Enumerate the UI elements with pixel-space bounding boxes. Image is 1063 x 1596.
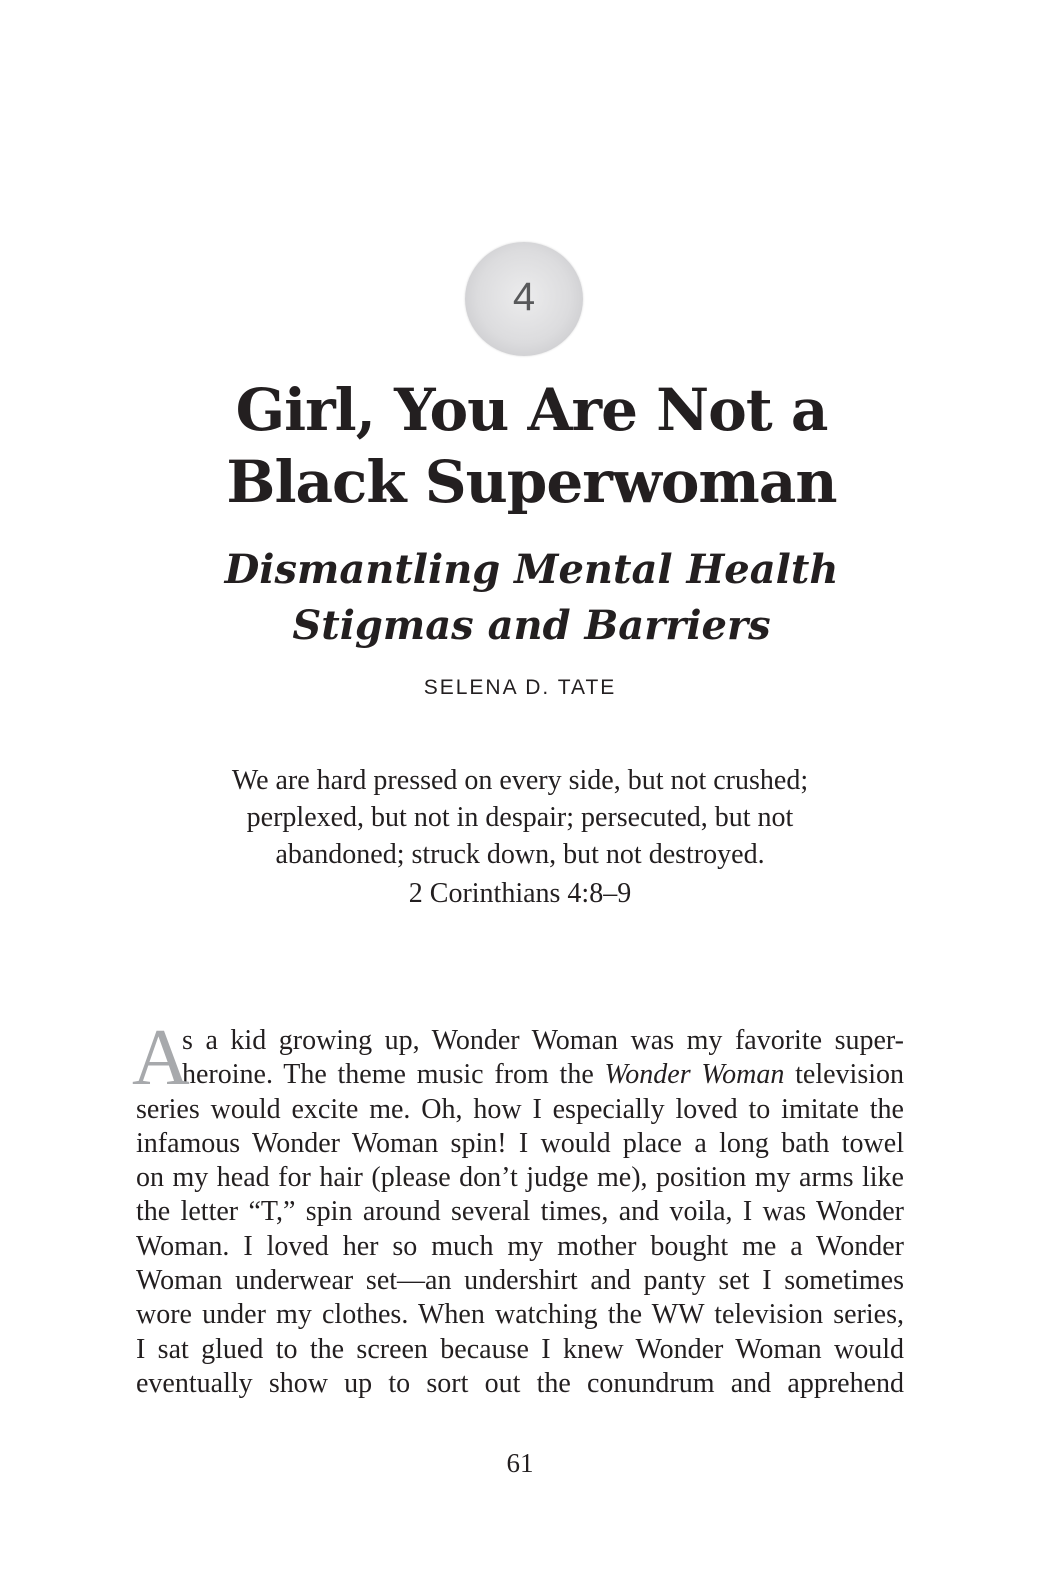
body-text-run: heroine. The theme music from the <box>182 1059 605 1091</box>
epigraph <box>0 762 1040 912</box>
epigraph-reference: 2 Corinthians 4:8–9 <box>408 878 632 909</box>
body-line: infamous Wonder Woman spin! I would place a long bath towel <box>136 1127 904 1159</box>
show-title: Wonder Woman <box>604 1059 785 1091</box>
body-paragraph <box>132 1014 904 1401</box>
body-text-run: television <box>784 1059 904 1091</box>
chapter-subtitle <box>0 542 1063 654</box>
body-line: on my head for hair (please don’t judge me), position my arms like <box>136 1162 904 1194</box>
chapter-number-badge <box>465 242 583 356</box>
body-line: wore under my clothes. When watching the WW television series, <box>136 1299 904 1331</box>
chapter-subtitle-line-1: Dismantling Mental Health <box>224 546 839 593</box>
page-number: 61 <box>506 1448 534 1478</box>
body-line <box>182 1058 904 1092</box>
body-line: the letter “T,” spin around several times, and voila, I was Wonder <box>136 1196 904 1228</box>
body-line: Woman underwear set—an undershirt and panty set I sometimes <box>136 1265 904 1297</box>
chapter-number: 4 <box>512 275 536 319</box>
chapter-title <box>0 374 1063 518</box>
body-line: Woman. I loved her so much my mother bought me a Wonder <box>136 1230 904 1262</box>
chapter-title-line-1: Girl, You Are Not a <box>235 376 828 444</box>
author-name: SELENA D. TATE <box>423 676 617 699</box>
body-line: s a kid growing up, Wonder Woman was my favorite super- <box>182 1025 904 1056</box>
body-line: eventually show up to sort out the conundrum and apprehend <box>136 1367 904 1399</box>
drop-cap-block <box>132 1014 904 1102</box>
chapter-subtitle-line-2: Stigmas and Barriers <box>292 602 771 649</box>
drop-cap: A <box>132 1014 190 1102</box>
body-line: series would excite me. Oh, how I especially loved to imitate the <box>136 1093 904 1125</box>
chapter-title-line-2: Black Superwoman <box>226 448 837 516</box>
epigraph-line: We are hard pressed on every side, but not crushed; <box>231 765 809 796</box>
epigraph-line: perplexed, but not in despair; persecuted, but not <box>246 802 794 833</box>
epigraph-line: abandoned; struck down, but not destroyed. <box>275 839 765 870</box>
body-line: I sat glued to the screen because I knew Wonder Woman would <box>136 1333 904 1365</box>
